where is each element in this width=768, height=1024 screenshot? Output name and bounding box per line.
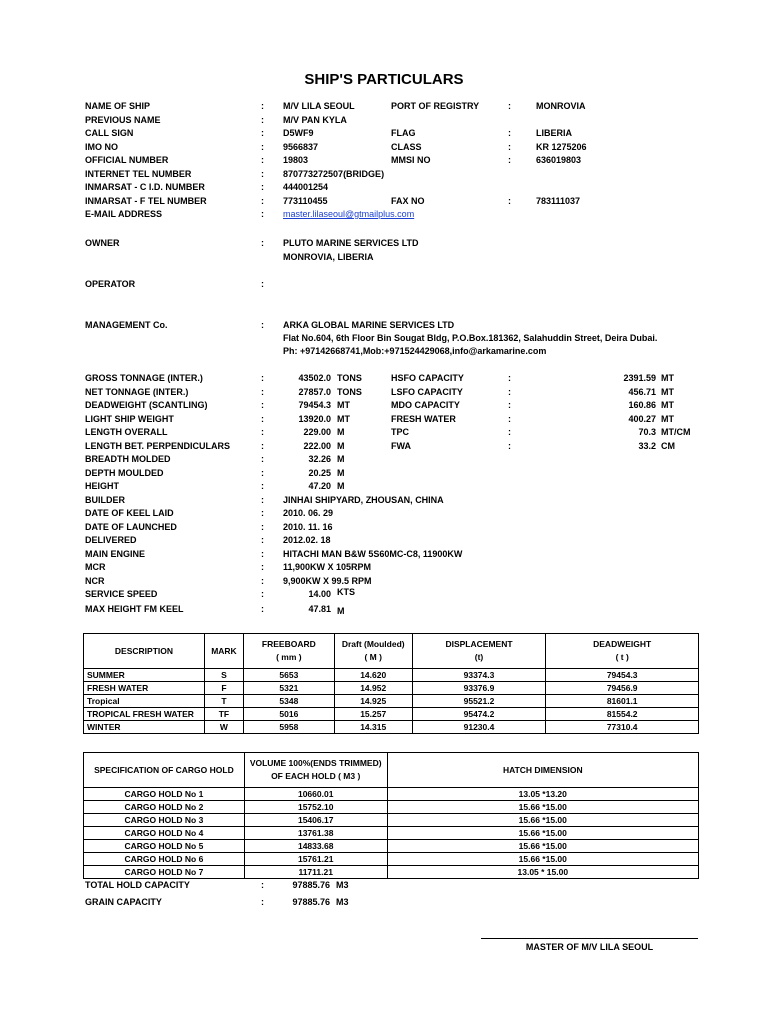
capacity-sep: : [508,373,511,383]
capacity-unit: MT [661,387,674,397]
field-value: 444001254 [283,182,329,192]
capacity-label: FWA [391,441,411,451]
field-sep: : [508,101,511,111]
cell-hold: CARGO HOLD No 6 [84,853,245,866]
cell-mark: W [204,721,243,734]
cell-draft: 14.952 [334,682,412,695]
capacity-unit: MT [661,400,674,410]
spec-unit: TONS [337,373,362,383]
spec-sep: : [261,468,264,478]
total-hold-unit: M3 [336,880,349,890]
spec-unit: M [337,441,345,451]
cell-hold: CARGO HOLD No 4 [84,827,245,840]
field-value: LIBERIA [536,128,572,138]
grain-value: 97885.76 [292,897,330,907]
header-spec: SPECIFICATION OF CARGO HOLD [84,753,245,788]
capacity-value: 160.86 [628,400,656,410]
spec-unit: MT [337,400,350,410]
cell-hold: CARGO HOLD No 1 [84,788,245,801]
field-label: NAME OF SHIP [85,101,151,111]
cell-hatch: 15.66 *15.00 [387,827,698,840]
field-label: INTERNET TEL NUMBER [85,169,192,179]
header-deadweight: DEADWEIGHT ( t ) [546,634,699,669]
cell-hold: CARGO HOLD No 3 [84,814,245,827]
build-label: DATE OF KEEL LAID [85,508,174,518]
field-value: KR 1275206 [536,142,587,152]
spec-value: 20.25 [308,468,331,478]
capacity-sep: : [508,414,511,424]
table-row [84,814,699,827]
total-hold-label: TOTAL HOLD CAPACITY [85,880,190,890]
operator-label: OPERATOR [85,279,136,289]
management-label: MANAGEMENT Co. [85,320,168,330]
cell-draft: 15.257 [334,708,412,721]
cell-draft: 14.925 [334,695,412,708]
spec-sep: : [261,481,264,491]
cell-displacement: 93376.9 [412,682,546,695]
capacity-unit: MT [661,373,674,383]
spec-unit: M [337,454,345,464]
cell-hold: CARGO HOLD No 5 [84,840,245,853]
grain-unit: M3 [336,897,349,907]
cell-deadweight: 81601.1 [546,695,699,708]
spec-value: 79454.3 [298,400,331,410]
cell-volume: 15752.10 [244,801,387,814]
max-height-label: MAX HEIGHT FM KEEL [85,604,184,614]
spec-value: 222.00 [303,441,331,451]
field-sep: : [508,155,511,165]
capacity-label: HSFO CAPACITY [391,373,464,383]
cargo-hold-table [83,752,699,879]
max-height-sep: : [261,604,264,614]
table-row [84,840,699,853]
grain-sep: : [261,897,264,907]
cell-displacement: 95521.2 [412,695,546,708]
field-label: IMO NO [85,142,118,152]
table-row [84,788,699,801]
field-label: CALL SIGN [85,128,134,138]
build-label: BUILDER [85,495,125,505]
field-value: M/V PAN KYLA [283,115,347,125]
spec-label: DEPTH MOULDED [85,468,164,478]
spec-value: 13920.0 [298,414,331,424]
owner-label: OWNER [85,238,120,248]
table-row [84,721,699,734]
spec-sep: : [261,427,264,437]
management-address: Flat No.604, 6th Floor Bin Sougat Bldg, P.O.Box.181362, Salahuddin Street, Deira Dubai. [283,333,658,343]
field-label: E-MAIL ADDRESS [85,209,163,219]
capacity-sep: : [508,387,511,397]
cell-displacement: 93374.3 [412,669,546,682]
build-sep: : [261,495,264,505]
cell-volume: 10660.01 [244,788,387,801]
service-speed-sep: : [261,589,264,599]
spec-sep: : [261,454,264,464]
cell-hatch: 13.05 * 15.00 [387,866,698,879]
capacity-label: LSFO CAPACITY [391,387,463,397]
field-sep: : [261,169,264,179]
field-sep: : [508,128,511,138]
table-row [84,853,699,866]
management-contact: Ph: +97142668741,Mob:+971524429068,info@arkamarine.com [283,346,547,356]
header-draft: Draft (Moulded) ( M ) [334,634,412,669]
capacity-value: 400.27 [628,414,656,424]
field-value: 9566837 [283,142,319,152]
spec-label: LENGTH OVERALL [85,427,168,437]
table-row [84,669,699,682]
cell-hold: CARGO HOLD No 7 [84,866,245,879]
spec-unit: M [337,481,345,491]
cell-hatch: 13.05 *13.20 [387,788,698,801]
spec-unit: M [337,427,345,437]
loadline-header [84,634,699,669]
cell-volume: 15761.21 [244,853,387,866]
table-row [84,827,699,840]
cell-deadweight: 77310.4 [546,721,699,734]
cell-deadweight: 79454.3 [546,669,699,682]
table-row [84,801,699,814]
build-value: HITACHI MAN B&W 5S60MC-C8, 11900KW [283,549,463,559]
capacity-sep: : [508,441,511,451]
build-value: 11,900KW X 105RPM [283,562,372,572]
capacity-sep: : [508,400,511,410]
field-label: MMSI NO [391,155,431,165]
service-speed-label: SERVICE SPEED [85,589,158,599]
capacity-unit: CM [661,441,675,451]
spec-label: HEIGHT [85,481,120,491]
field-value: MONROVIA [536,101,586,111]
field-sep: : [261,182,264,192]
cell-draft: 14.315 [334,721,412,734]
field-sep: : [261,142,264,152]
field-sep: : [261,209,264,219]
field-value: 636019803 [536,155,582,165]
cell-displacement: 91230.4 [412,721,546,734]
cell-volume: 15406.17 [244,814,387,827]
build-sep: : [261,576,264,586]
cell-deadweight: 81554.2 [546,708,699,721]
total-hold-sep: : [261,880,264,890]
header-freeboard: FREEBOARD ( mm ) [243,634,334,669]
management-name: ARKA GLOBAL MARINE SERVICES LTD [283,320,455,330]
field-value: 783111037 [536,196,581,206]
cell-deadweight: 79456.9 [546,682,699,695]
cell-mark: TF [204,708,243,721]
management-sep: : [261,320,264,330]
cell-freeboard: 5958 [243,721,334,734]
operator-sep: : [261,279,264,289]
build-value: 2010. 06. 29 [283,508,334,518]
capacity-label: TPC [391,427,409,437]
capacity-sep: : [508,427,511,437]
header-displacement: DISPLACEMENT (t) [412,634,546,669]
owner-address: MONROVIA, LIBERIA [283,252,374,262]
header-mark: MARK [204,634,243,669]
capacity-unit: MT/CM [661,427,691,437]
cell-description: Tropical [84,695,205,708]
spec-unit: TONS [337,387,362,397]
cell-freeboard: 5321 [243,682,334,695]
field-label: PREVIOUS NAME [85,115,161,125]
cell-mark: F [204,682,243,695]
spec-label: BREADTH MOLDED [85,454,171,464]
cell-hatch: 15.66 *15.00 [387,801,698,814]
loadline-table [83,633,699,734]
field-sep: : [261,101,264,111]
spec-sep: : [261,387,264,397]
build-sep: : [261,535,264,545]
spec-label: LENGTH BET. PERPENDICULARS [85,441,231,451]
spec-unit: M [337,468,345,478]
build-label: DATE OF LAUNCHED [85,522,177,532]
table-row [84,866,699,879]
max-height-value: 47.81 [308,604,331,614]
field-sep: : [508,142,511,152]
field-value: M/V LILA SEOUL [283,101,355,111]
spec-sep: : [261,414,264,424]
cell-hatch: 15.66 *15.00 [387,814,698,827]
cell-freeboard: 5653 [243,669,334,682]
build-sep: : [261,549,264,559]
email-link[interactable]: master.lilaseoul@gtmailplus.com [283,209,415,219]
owner-sep: : [261,238,264,248]
field-label: FLAG [391,128,416,138]
cell-hatch: 15.66 *15.00 [387,840,698,853]
spec-value: 27857.0 [298,387,331,397]
cell-mark: S [204,669,243,682]
build-label: NCR [85,576,105,586]
signature-label: MASTER OF M/V LILA SEOUL [525,942,654,952]
cell-freeboard: 5348 [243,695,334,708]
cell-hold: CARGO HOLD No 2 [84,801,245,814]
table-row [84,695,699,708]
cell-volume: 13761.38 [244,827,387,840]
field-label: INMARSAT - F TEL NUMBER [85,196,207,206]
field-value: 773110455 [283,196,328,206]
capacity-value: 456.71 [628,387,656,397]
max-height-unit: M [337,606,345,616]
field-value: 19803 [283,155,309,165]
service-speed-value: 14.00 [308,589,331,599]
field-value: D5WF9 [283,128,314,138]
cell-description: SUMMER [84,669,205,682]
cell-freeboard: 5016 [243,708,334,721]
build-sep: : [261,562,264,572]
cargo-header [84,753,699,788]
build-label: MAIN ENGINE [85,549,146,559]
spec-value: 47.20 [308,481,331,491]
capacity-value: 70.3 [638,427,656,437]
owner-name: PLUTO MARINE SERVICES LTD [283,238,419,248]
build-label: DELIVERED [85,535,137,545]
spec-value: 229.00 [303,427,331,437]
service-speed-unit: KTS [337,587,355,597]
cell-hatch: 15.66 *15.00 [387,853,698,866]
spec-sep: : [261,373,264,383]
capacity-value: 2391.59 [623,373,656,383]
header-volume: VOLUME 100%(ENDS TRIMMED) OF EACH HOLD ( M3 ) [244,753,387,788]
table-row [84,682,699,695]
cell-volume: 14833.68 [244,840,387,853]
page-title: SHIP'S PARTICULARS [304,71,464,88]
field-label: PORT OF REGISTRY [391,101,480,111]
total-hold-value: 97885.76 [292,880,330,890]
cell-volume: 11711.21 [244,866,387,879]
cell-description: FRESH WATER [84,682,205,695]
cell-displacement: 95474.2 [412,708,546,721]
header-description: DESCRIPTION [84,634,205,669]
capacity-label: FRESH WATER [391,414,456,424]
field-value: 870773272507(BRIDGE) [283,169,385,179]
field-label: OFFICIAL NUMBER [85,155,169,165]
capacity-value: 33.2 [638,441,656,451]
field-sep: : [508,196,511,206]
field-label: INMARSAT - C I.D. NUMBER [85,182,205,192]
build-value: JINHAI SHIPYARD, ZHOUSAN, CHINA [283,495,444,505]
spec-value: 43502.0 [298,373,331,383]
field-sep: : [261,115,264,125]
field-sep: : [261,196,264,206]
grain-label: GRAIN CAPACITY [85,897,162,907]
build-label: MCR [85,562,106,572]
build-sep: : [261,508,264,518]
field-label: FAX NO [391,196,425,206]
spec-sep: : [261,441,264,451]
spec-label: GROSS TONNAGE (INTER.) [85,373,203,383]
build-value: 2012.02. 18 [283,535,331,545]
table-row [84,708,699,721]
field-sep: : [261,128,264,138]
build-sep: : [261,522,264,532]
capacity-label: MDO CAPACITY [391,400,460,410]
spec-label: LIGHT SHIP WEIGHT [85,414,174,424]
header-hatch: HATCH DIMENSION [387,753,698,788]
cell-draft: 14.620 [334,669,412,682]
spec-label: DEADWEIGHT (SCANTLING) [85,400,208,410]
spec-value: 32.26 [308,454,331,464]
spec-label: NET TONNAGE (INTER.) [85,387,189,397]
build-value: 9,900KW X 99.5 RPM [283,576,372,586]
cell-description: TROPICAL FRESH WATER [84,708,205,721]
capacity-unit: MT [661,414,674,424]
cell-description: WINTER [84,721,205,734]
field-label: CLASS [391,142,422,152]
signature-line [481,938,698,939]
build-value: 2010. 11. 16 [283,522,333,532]
spec-sep: : [261,400,264,410]
spec-unit: MT [337,414,350,424]
field-sep: : [261,155,264,165]
cell-mark: T [204,695,243,708]
